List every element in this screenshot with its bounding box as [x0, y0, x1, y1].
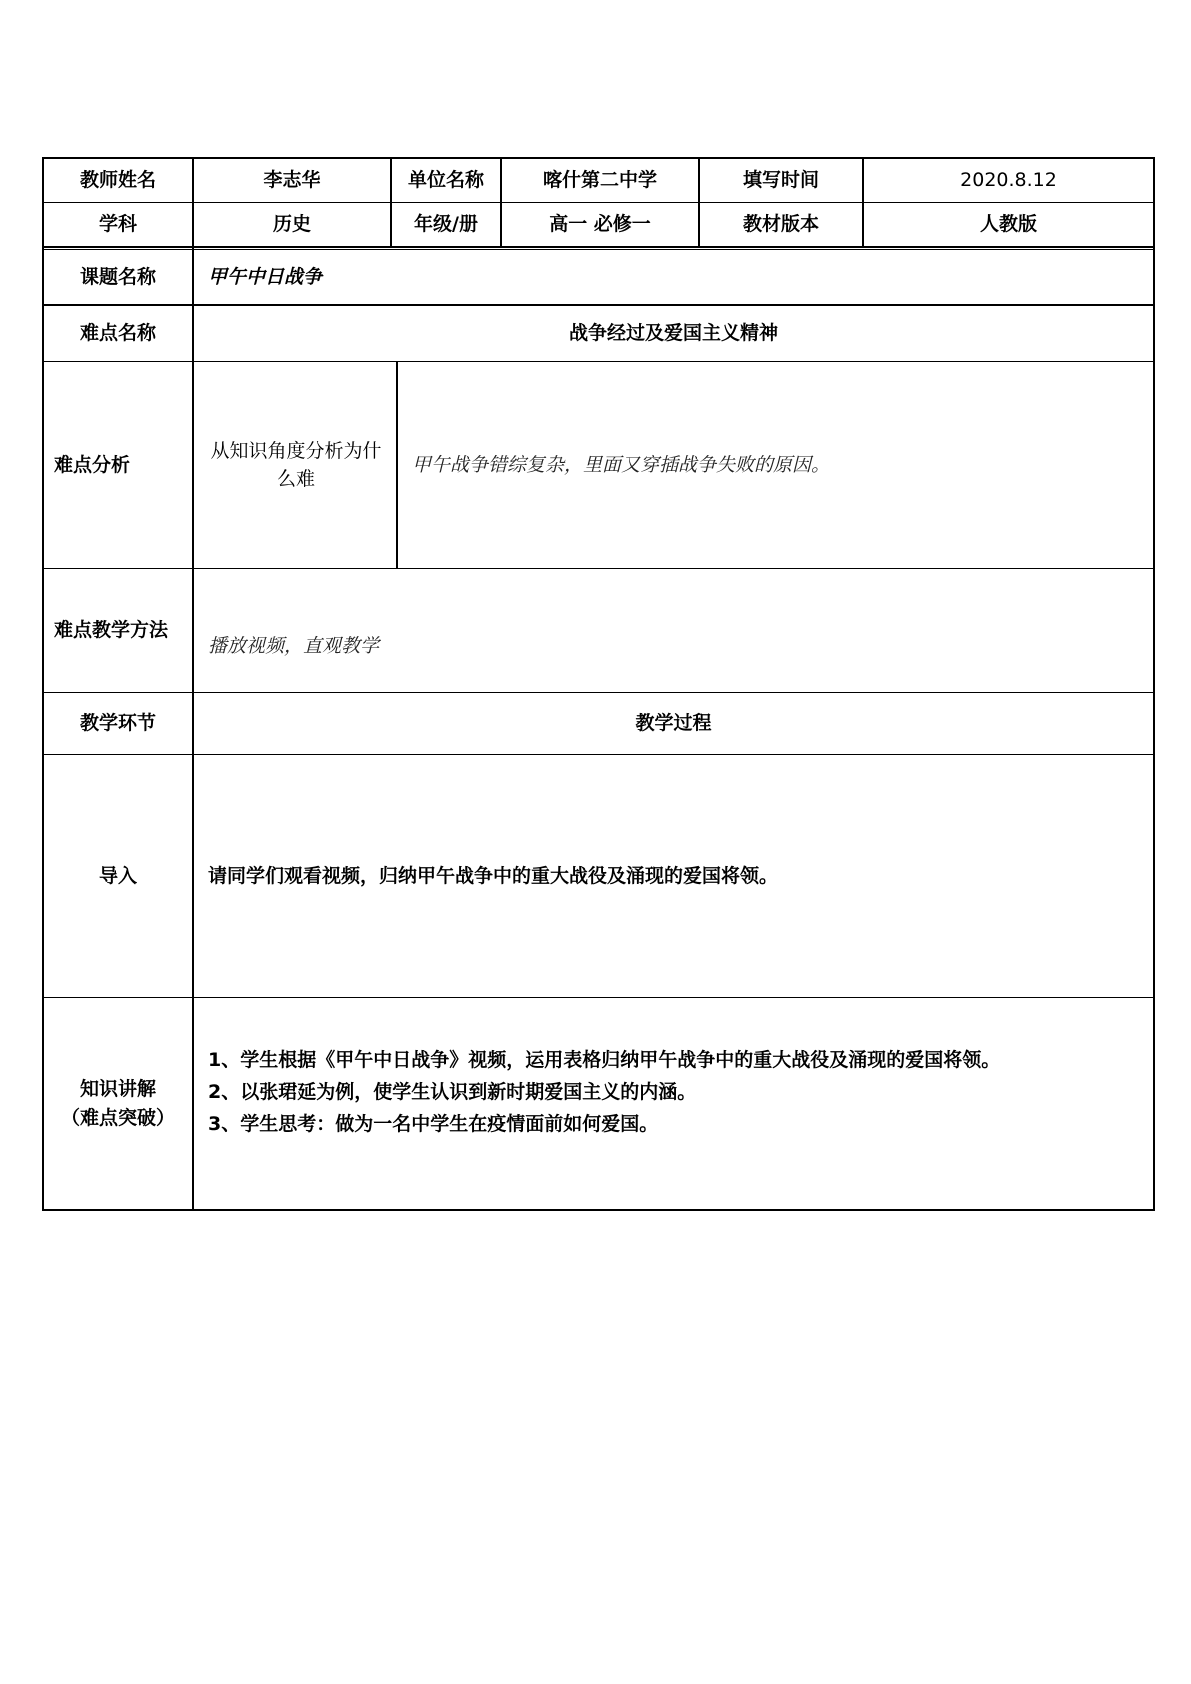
grade-label: 年级/册	[414, 213, 478, 236]
topic-label: 课题名称	[79, 265, 156, 288]
list-item: 1、学生根据《甲午中日战争》视频，运用表格归纳甲午战争中的重大战役及涌现的爱国将领。	[208, 1049, 1001, 1071]
intro-label: 导入	[98, 864, 137, 887]
textbook-value: 人教版	[979, 213, 1037, 236]
topic-value: 甲午中日战争	[208, 265, 323, 288]
method-value: 播放视频，直观教学	[208, 634, 380, 657]
unit-name-label: 单位名称	[407, 168, 484, 191]
knowledge-list	[194, 1044, 1167, 1140]
row-divider	[42, 997, 1155, 998]
list-item: 3、学生思考：做为一名中学生在疫情面前如何爱国。	[208, 1113, 659, 1135]
knowledge-label	[44, 998, 192, 1209]
unit-name-value: 喀什第二中学	[542, 168, 657, 191]
row-divider	[42, 568, 1155, 569]
analysis-sublabel: 从知识角度分析为什么难	[210, 439, 382, 490]
analysis-value: 甲午战争错综复杂，里面又穿插战争失败的原因。	[412, 453, 831, 476]
teacher-name-value: 李志华	[263, 168, 321, 191]
subject-label: 学科	[98, 213, 137, 236]
method-label: 难点教学方法	[54, 619, 169, 642]
fill-date-value: 2020.8.12	[960, 168, 1057, 191]
knowledge-label-line1: 知识讲解	[79, 1078, 156, 1100]
intro-value: 请同学们观看视频，归纳甲午战争中的重大战役及涌现的爱国将领。	[208, 864, 779, 887]
table-border-bottom	[42, 1209, 1155, 1211]
difficulty-value: 战争经过及爱国主义精神	[568, 322, 778, 345]
textbook-label: 教材版本	[742, 213, 819, 236]
difficulty-label: 难点名称	[79, 322, 156, 345]
teacher-name-label: 教师姓名	[79, 168, 156, 191]
grade-value: 高一 必修一	[549, 213, 651, 236]
fill-date-label: 填写时间	[742, 168, 819, 191]
analysis-label: 难点分析	[54, 453, 131, 476]
row-divider	[42, 246, 1155, 248]
subject-value: 历史	[272, 213, 311, 236]
list-item: 2、以张珺延为例，使学生认识到新时期爱国主义的内涵。	[208, 1081, 697, 1103]
knowledge-label-line2: （难点突破）	[60, 1106, 175, 1129]
process-header: 教学过程	[635, 712, 712, 735]
stage-header: 教学环节	[79, 712, 156, 735]
